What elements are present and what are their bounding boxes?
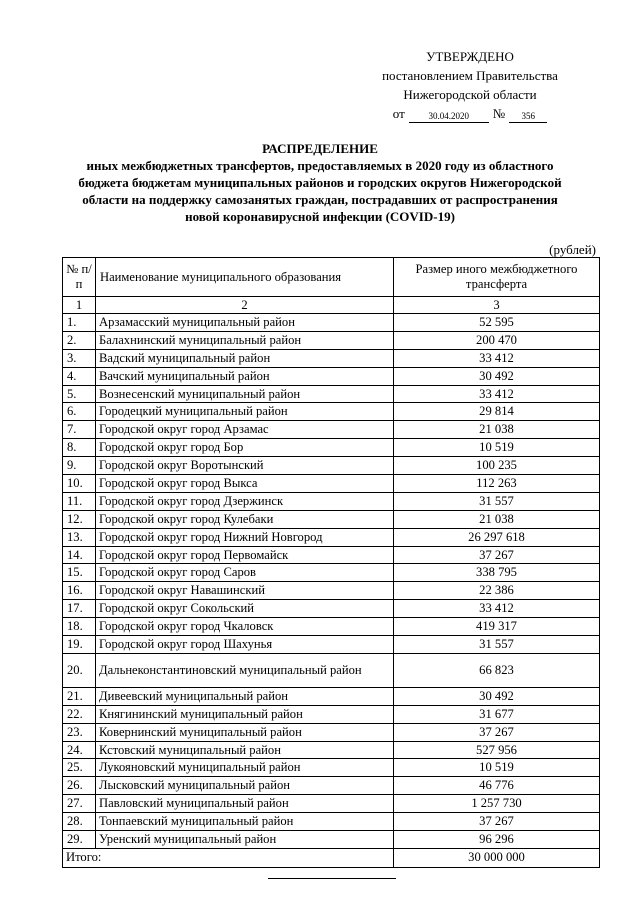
from-label: от [392, 106, 405, 121]
row-number: 16. [63, 582, 96, 600]
row-number: 19. [63, 636, 96, 654]
municipality-name: Городской округ Сокольский [96, 600, 394, 618]
title-body: иных межбюджетных трансфертов, предоставляемых в 2020 году из областного бюджета бюджетам муниципальных районов и городских округов Нижегородской области на поддержку самозанятых граждан, пострадавших от распространения новой коронавирусной инфекции (COVID-19) [78, 158, 562, 224]
row-number: 15. [63, 564, 96, 582]
municipality-name: Городской округ город Чкаловск [96, 618, 394, 636]
municipality-name: Городской округ город Дзержинск [96, 492, 394, 510]
row-number: 11. [63, 492, 96, 510]
row-number: 27. [63, 795, 96, 813]
transfer-amount: 37 267 [394, 813, 600, 831]
row-number: 14. [63, 546, 96, 564]
total-label: Итого: [63, 848, 394, 867]
table-row [63, 741, 600, 759]
row-number: 28. [63, 813, 96, 831]
transfer-amount: 30 492 [394, 367, 600, 385]
number-label: № [492, 106, 506, 121]
table-row [63, 813, 600, 831]
municipality-name: Городецкий муниципальный район [96, 403, 394, 421]
row-number: 20. [63, 653, 96, 687]
index-cell: 3 [394, 297, 600, 314]
table-row [63, 705, 600, 723]
transfer-amount: 66 823 [394, 653, 600, 687]
distribution-table [62, 257, 600, 868]
table-row [63, 795, 600, 813]
row-number: 29. [63, 831, 96, 849]
municipality-name: Княгининский муниципальный район [96, 705, 394, 723]
municipality-name: Вачский муниципальный район [96, 367, 394, 385]
transfer-amount: 26 297 618 [394, 528, 600, 546]
municipality-name: Вознесенский муниципальный район [96, 385, 394, 403]
municipality-name: Городской округ город Арзамас [96, 421, 394, 439]
municipality-name: Городской округ город Шахунья [96, 636, 394, 654]
transfer-amount: 96 296 [394, 831, 600, 849]
municipality-name: Уренский муниципальный район [96, 831, 394, 849]
municipality-name: Вадский муниципальный район [96, 349, 394, 367]
transfer-amount: 527 956 [394, 741, 600, 759]
municipality-name: Дальнеконстантиновский муниципальный район [96, 653, 394, 687]
row-number: 13. [63, 528, 96, 546]
transfer-amount: 52 595 [394, 314, 600, 332]
row-number: 18. [63, 618, 96, 636]
column-index-row [63, 297, 600, 314]
header-num: № п/п [63, 258, 96, 297]
row-number: 10. [63, 475, 96, 493]
transfer-amount: 46 776 [394, 777, 600, 795]
transfer-amount: 419 317 [394, 618, 600, 636]
table-row [63, 653, 600, 687]
row-number: 6. [63, 403, 96, 421]
table-row [63, 367, 600, 385]
transfer-amount: 1 257 730 [394, 795, 600, 813]
row-number: 7. [63, 421, 96, 439]
transfer-amount: 10 519 [394, 759, 600, 777]
municipality-name: Городской округ Воротынский [96, 457, 394, 475]
municipality-name: Ковернинский муниципальный район [96, 723, 394, 741]
transfer-amount: 31 557 [394, 492, 600, 510]
table-row [63, 618, 600, 636]
table-row [63, 510, 600, 528]
table-row [63, 777, 600, 795]
row-number: 2. [63, 331, 96, 349]
municipality-name: Городской округ город Кулебаки [96, 510, 394, 528]
municipality-name: Павловский муниципальный район [96, 795, 394, 813]
approval-decree: постановлением Правительства [382, 68, 558, 83]
municipality-name: Дивеевский муниципальный район [96, 687, 394, 705]
table-row [63, 831, 600, 849]
total-row [63, 848, 600, 867]
transfer-amount: 31 677 [394, 705, 600, 723]
currency-note: (рублей) [549, 242, 596, 257]
row-number: 9. [63, 457, 96, 475]
transfer-amount: 33 412 [394, 385, 600, 403]
table-row [63, 331, 600, 349]
transfer-amount: 21 038 [394, 421, 600, 439]
municipality-name: Городской округ город Нижний Новгород [96, 528, 394, 546]
transfer-amount: 112 263 [394, 475, 600, 493]
approval-number: 356 [509, 111, 547, 123]
municipality-name: Городской округ город Саров [96, 564, 394, 582]
table-row [63, 492, 600, 510]
footer-divider [268, 878, 396, 879]
transfer-amount: 10 519 [394, 439, 600, 457]
transfer-amount: 200 470 [394, 331, 600, 349]
municipality-name: Городской округ город Бор [96, 439, 394, 457]
total-amount: 30 000 000 [394, 848, 600, 867]
table-row [63, 546, 600, 564]
table-row [63, 723, 600, 741]
municipality-name: Арзамасский муниципальный район [96, 314, 394, 332]
table-row [63, 439, 600, 457]
approval-date: 30.04.2020 [409, 111, 489, 123]
municipality-name: Кстовский муниципальный район [96, 741, 394, 759]
row-number: 26. [63, 777, 96, 795]
header-amount: Размер иного межбюджетного трансферта [394, 258, 600, 297]
transfer-amount: 37 267 [394, 546, 600, 564]
table-row [63, 600, 600, 618]
transfer-amount: 22 386 [394, 582, 600, 600]
municipality-name: Лукояновский муниципальный район [96, 759, 394, 777]
table-row [63, 582, 600, 600]
row-number: 25. [63, 759, 96, 777]
transfer-amount: 30 492 [394, 687, 600, 705]
title-heading: РАСПРЕДЕЛЕНИЕ [262, 141, 378, 156]
approval-region: Нижегородской области [403, 87, 537, 102]
row-number: 23. [63, 723, 96, 741]
transfer-amount: 33 412 [394, 349, 600, 367]
table-row [63, 528, 600, 546]
transfer-amount: 100 235 [394, 457, 600, 475]
header-name: Наименование муниципального образования [96, 258, 394, 297]
table-row [63, 687, 600, 705]
table-row [63, 314, 600, 332]
row-number: 8. [63, 439, 96, 457]
table-header-row [63, 258, 600, 297]
row-number: 21. [63, 687, 96, 705]
table-row [63, 385, 600, 403]
municipality-name: Городской округ город Выкса [96, 475, 394, 493]
table-row [63, 759, 600, 777]
municipality-name: Балахнинский муниципальный район [96, 331, 394, 349]
row-number: 12. [63, 510, 96, 528]
approval-block [360, 47, 580, 123]
municipality-name: Лысковский муниципальный район [96, 777, 394, 795]
row-number: 3. [63, 349, 96, 367]
approval-title: УТВЕРЖДЕНО [426, 49, 514, 64]
index-cell: 2 [96, 297, 394, 314]
table-row [63, 403, 600, 421]
table-row [63, 421, 600, 439]
row-number: 22. [63, 705, 96, 723]
transfer-amount: 31 557 [394, 636, 600, 654]
row-number: 5. [63, 385, 96, 403]
document-title [70, 140, 570, 225]
table-row [63, 457, 600, 475]
table-row [63, 564, 600, 582]
municipality-name: Городской округ город Первомайск [96, 546, 394, 564]
row-number: 17. [63, 600, 96, 618]
transfer-amount: 37 267 [394, 723, 600, 741]
index-cell: 1 [63, 297, 96, 314]
approval-date-line [360, 104, 580, 123]
municipality-name: Городской округ Навашинский [96, 582, 394, 600]
transfer-amount: 33 412 [394, 600, 600, 618]
row-number: 1. [63, 314, 96, 332]
row-number: 24. [63, 741, 96, 759]
transfer-amount: 29 814 [394, 403, 600, 421]
transfer-amount: 21 038 [394, 510, 600, 528]
municipality-name: Тонпаевский муниципальный район [96, 813, 394, 831]
table-row [63, 636, 600, 654]
table-row [63, 349, 600, 367]
transfer-amount: 338 795 [394, 564, 600, 582]
table-row [63, 475, 600, 493]
row-number: 4. [63, 367, 96, 385]
